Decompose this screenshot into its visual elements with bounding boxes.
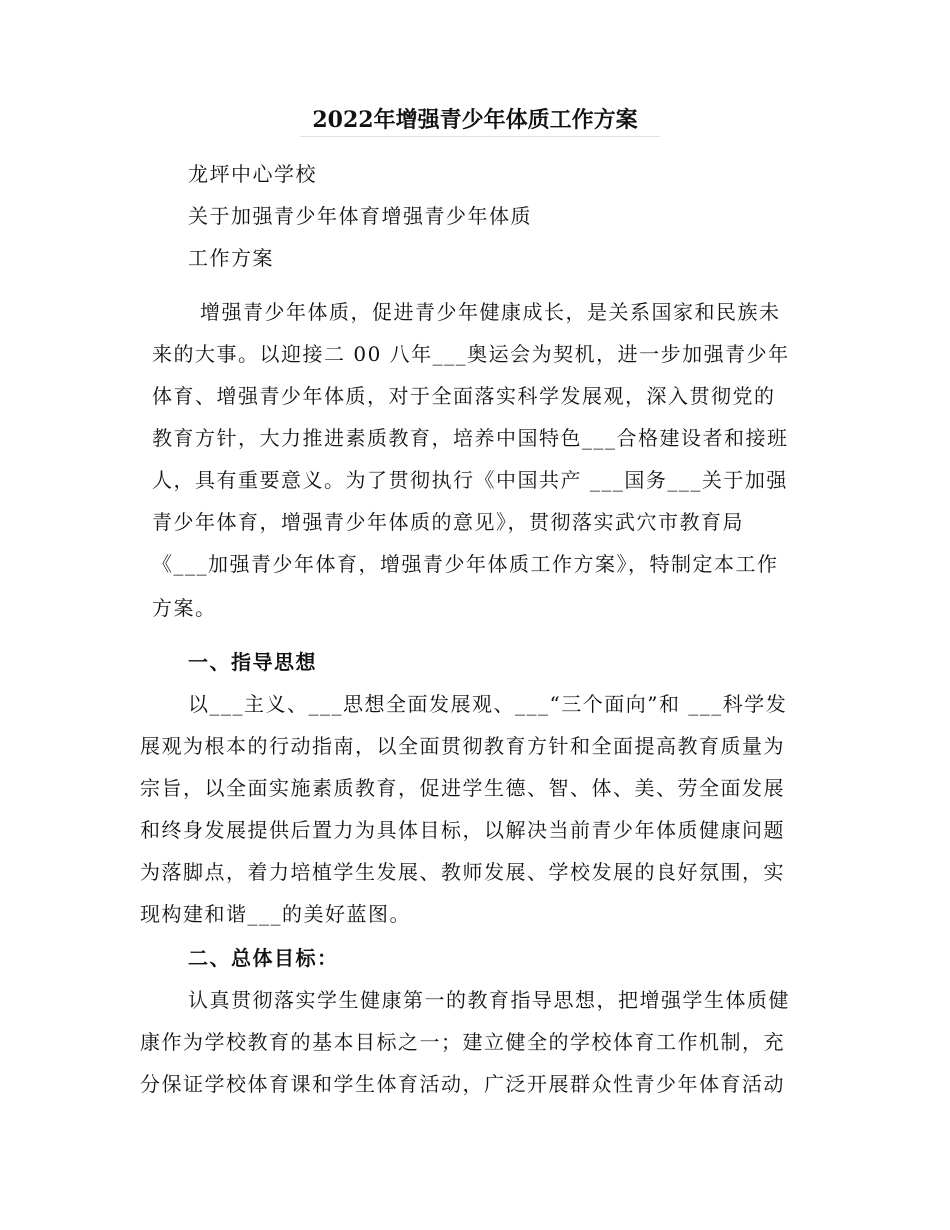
section1-paragraph-line: 现构建和谐___的美好蓝图。 (140, 902, 411, 926)
school-name: 龙坪中心学校 (188, 162, 317, 186)
section-heading-overall-goals: 二、总体目标： (188, 946, 339, 970)
document-title: 2022年增强青少年体质工作方案 (312, 107, 638, 133)
plan-subtitle-line-1: 关于加强青少年体育增强青少年体质 (188, 204, 532, 228)
section1-paragraph-line: 宗旨，以全面实施素质教育，促进学生德、智、体、美、劳全面发展 (140, 776, 785, 800)
section1-paragraph-line: 以___主义、___思想全面发展观、___“三个面向”和 ___科学发 (188, 692, 788, 716)
section-heading-guiding-ideology: 一、指导思想 (188, 650, 317, 674)
plan-subtitle-line-2: 工作方案 (188, 246, 274, 270)
intro-paragraph-line: 《___加强青少年体育，增强青少年体质工作方案》，特制定本工作 (152, 552, 779, 576)
title-divider (300, 136, 660, 137)
section1-paragraph-line: 为落脚点，着力培植学生发展、教师发展、学校发展的良好氛围，实 (140, 860, 785, 884)
intro-paragraph-line: 来的大事。以迎接二 00 八年___奥运会为契机，进一步加强青少年 (152, 342, 790, 366)
intro-paragraph-line: 人，具有重要意义。为了贯彻执行《中国共产 ___国务___关于加强 (152, 468, 788, 492)
section1-paragraph-line: 和终身发展提供后置力为具体目标，以解决当前青少年体质健康问题 (140, 818, 785, 842)
intro-paragraph-line: 体育、增强青少年体质，对于全面落实科学发展观，深入贯彻党的 (152, 384, 776, 408)
section1-paragraph-line: 展观为根本的行动指南，以全面贯彻教育方针和全面提高教育质量为 (140, 734, 785, 758)
intro-paragraph-line: 青少年体育，增强青少年体质的意见》，贯彻落实武穴市教育局 (152, 510, 744, 534)
section2-paragraph-line: 认真贯彻落实学生健康第一的教育指导思想，把增强学生体质健 (188, 988, 790, 1012)
intro-paragraph-line: 增强青少年体质，促进青少年健康成长，是关系国家和民族未 (200, 300, 781, 324)
section2-paragraph-line: 康作为学校教育的基本目标之一；建立健全的学校体育工作机制，充 (140, 1030, 785, 1054)
section2-paragraph-line: 分保证学校体育课和学生体育活动，广泛开展群众性青少年体育活动 (140, 1072, 785, 1096)
intro-paragraph-line: 教育方针，大力推进素质教育，培养中国特色___合格建设者和接班 (152, 426, 789, 450)
intro-paragraph-line: 方案。 (152, 596, 217, 620)
